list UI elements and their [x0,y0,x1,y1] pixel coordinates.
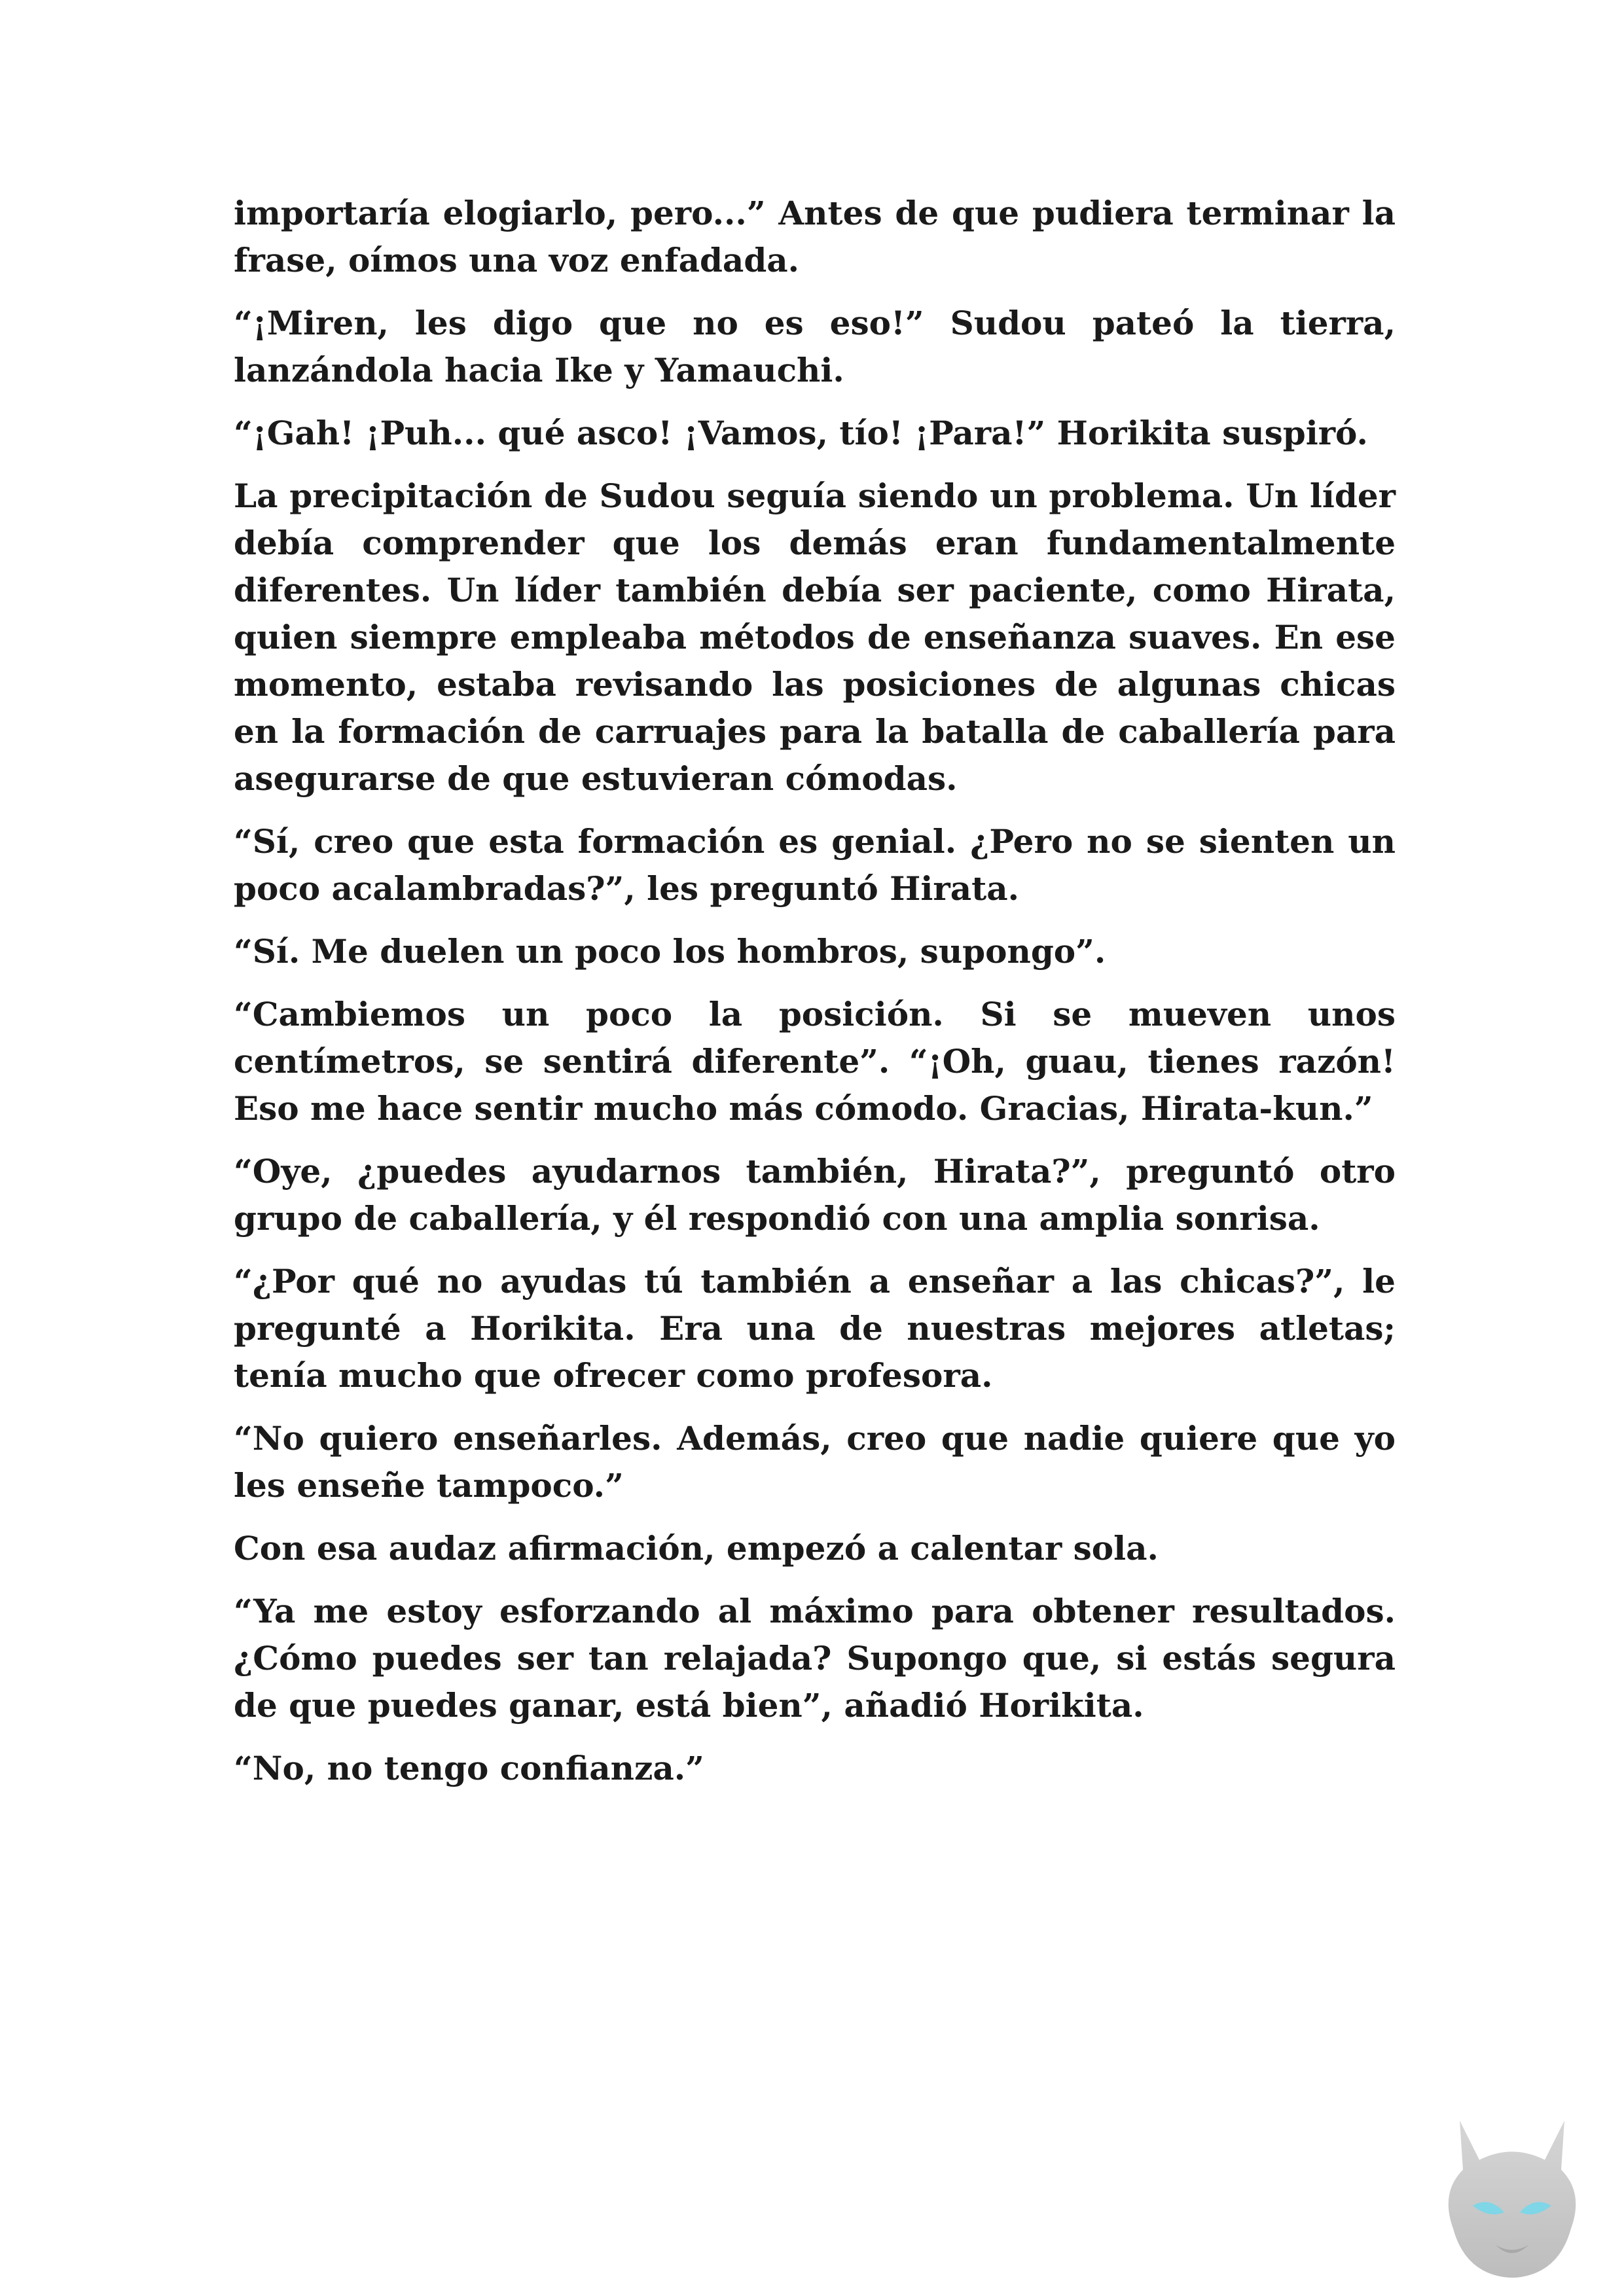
paragraph-4: La precipitación de Sudou seguía siendo un problema. Un líder debía comprender que los demás eran fundamentalmente diferentes. Un líder también debía ser paciente, como Hirata, quien siempre empleaba métodos de enseñanza suaves. En ese momento, estaba revisando las posiciones de algunas chicas en la formación de carruajes para la batalla de caballería para asegurarse de que estuvieran cómodas. [234,476,1396,798]
demon-head-shape [1449,2121,1576,2278]
demon-head-icon [1434,2114,1591,2281]
watermark-logo [1434,2114,1591,2281]
paragraph-7: “Cambiemos un poco la posición. Si se mueven unos centímetros, se sentirá diferente”. “¡Oh, guau, tienes razón! Eso me hace sentir mucho más cómodo. Gracias, Hirata-kun.” [234,995,1396,1128]
body-text [234,190,1396,1808]
paragraph-8: “Oye, ¿puedes ayudarnos también, Hirata?”, preguntó otro grupo de caballería, y él respondió con una amplia sonrisa. [234,1152,1396,1238]
paragraph-1: importaría elogiarlo, pero...” Antes de que pudiera terminar la frase, oímos una voz enfadada. [234,194,1396,279]
paragraph-5: “Sí, creo que esta formación es genial. ¿Pero no se sienten un poco acalambradas?”, les preguntó Hirata. [234,822,1396,908]
paragraph-9: “¿Por qué no ayudas tú también a enseñar a las chicas?”, le pregunté a Horikita. Era una de nuestras mejores atletas; tenía mucho que ofrecer como profesora. [234,1262,1396,1395]
paragraph-13: “No, no tengo confianza.” [234,1749,704,1787]
paragraph-11: Con esa audaz afirmación, empezó a calentar sola. [234,1529,1159,1568]
paragraph-6: “Sí. Me duelen un poco los hombros, supongo”. [234,932,1106,971]
paragraph-3: “¡Gah! ¡Puh... qué asco! ¡Vamos, tío! ¡Para!” Horikita suspiró. [234,414,1368,452]
paragraph-2: “¡Miren, les digo que no es eso!” Sudou pateó la tierra, lanzándola hacia Ike y Yamauchi. [234,304,1396,389]
paragraph-12: “Ya me estoy esforzando al máximo para obtener resultados. ¿Cómo puedes ser tan relajada? Supongo que, si estás segura de que puedes ganar, está bien”, añadió Horikita. [234,1592,1396,1725]
paragraph-10: “No quiero enseñarles. Además, creo que nadie quiere que yo les enseñe tampoco.” [234,1419,1396,1505]
